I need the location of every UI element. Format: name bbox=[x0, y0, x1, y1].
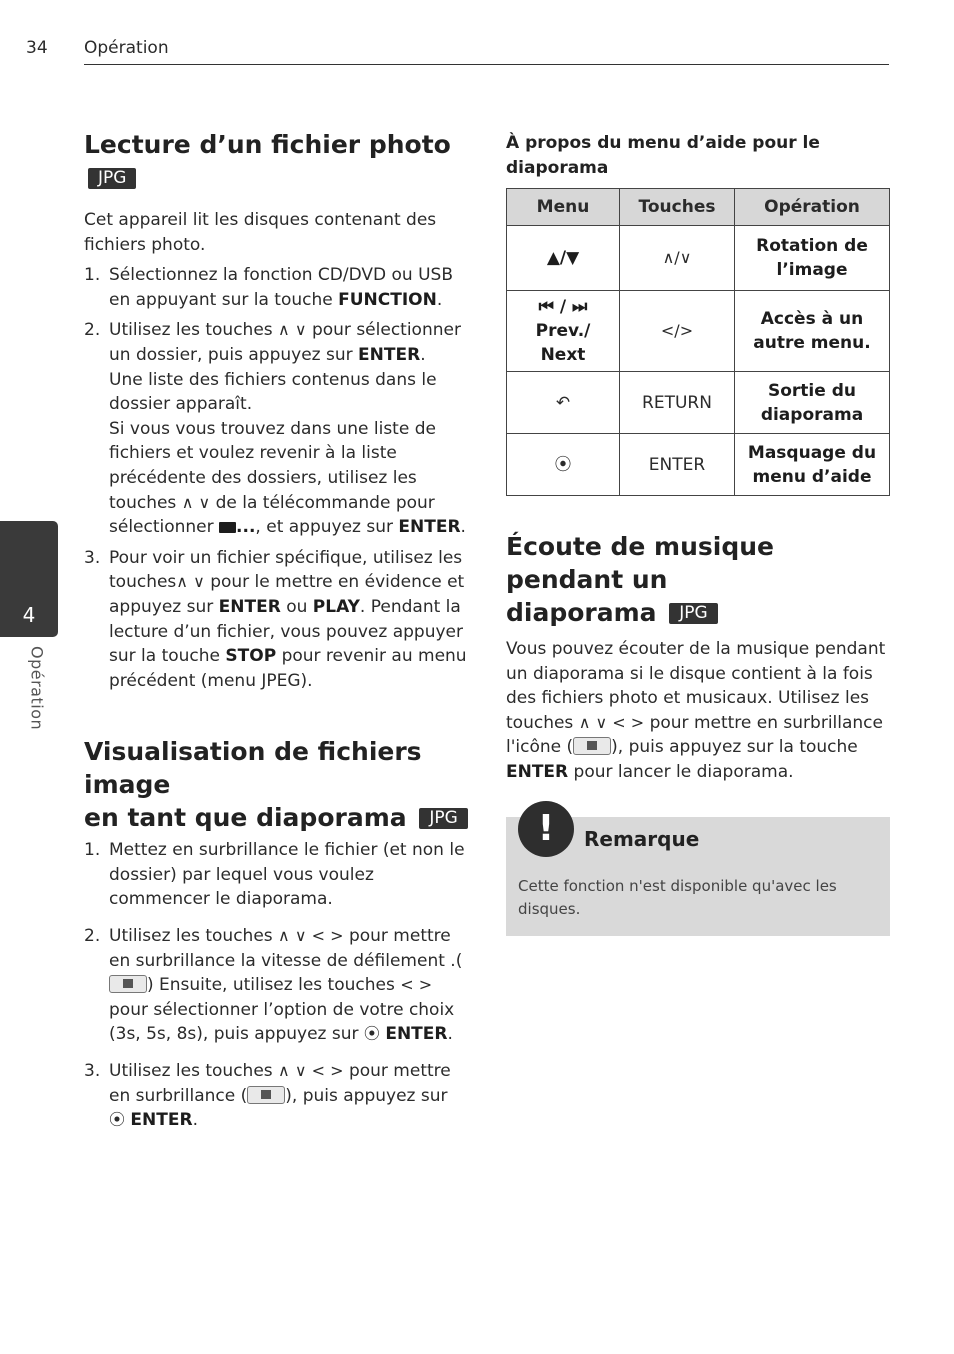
up-down-keys: ∧ ∨ bbox=[278, 320, 307, 340]
slide-speed-icon bbox=[109, 975, 147, 993]
section-intro: Cet appareil lit les disques contenant des fichiers photo. bbox=[84, 210, 437, 255]
up-down-arrows-icon: ▲/▼ bbox=[546, 248, 580, 268]
chapter-label: Opération bbox=[27, 646, 47, 731]
section-heading-photo: Lecture d’un fichier photo JPG bbox=[84, 130, 451, 188]
music-paragraph: Vous pouvez écouter de la musique pendant un diaporama si le disque contient à la fois des fichiers photo et musicaux. Utilisez les touches ∧ ∨ < > pour mettre en surbrillance l'icône ( ), puis appuyez sur la touche ENTER pour lancer le diaporama. bbox=[506, 639, 886, 782]
header-section-title: Opération bbox=[84, 38, 169, 58]
table-row: ↶ RETURN Sortie du diaporama bbox=[507, 372, 890, 434]
jpg-tag: JPG bbox=[419, 808, 467, 829]
help-menu-table bbox=[506, 188, 890, 496]
list-item: 2. Utilisez les touches ∧ ∨ pour sélectionner un dossier, puis appuyez sur ENTER. Une liste des fichiers contenus dans le dossier apparaît. Si vous vous trouvez dans une liste de fichiers et voulez revenir à la liste précédente des dossiers, utilisez les touches ∧ ∨ de la télécommande pour sélectionner ..., et appuyez sur ENTER. bbox=[84, 320, 466, 538]
enter-icon: ⦿ bbox=[109, 1110, 126, 1130]
page-number: 34 bbox=[26, 38, 48, 58]
jpg-tag: JPG bbox=[669, 603, 717, 624]
chapter-number: 4 bbox=[22, 603, 36, 627]
list-item: 3. Pour voir un fichier spécifique, utilisez les touches∧ ∨ pour le mettre en évidence et appuyez sur ENTER ou PLAY. Pendant la lecture d’un fichier, vous pouvez appuyer sur la touche STOP pour revenir au menu précédent (menu JPEG). bbox=[84, 547, 467, 691]
chapter-tab bbox=[0, 521, 58, 637]
list-item: 1. Sélectionnez la fonction CD/DVD ou USB en appuyant sur la touche FUNCTION. bbox=[84, 265, 454, 310]
table-row: ⦿ ENTER Masquage du menu d’aide bbox=[507, 434, 890, 496]
slideshow-start-icon bbox=[247, 1086, 285, 1104]
enter-icon: ⦿ bbox=[554, 454, 572, 475]
header-rule bbox=[84, 64, 889, 65]
table-row: ▲/▼ ∧/∨ Rotation de l’image bbox=[507, 226, 890, 291]
column-header: Opération bbox=[735, 189, 890, 226]
jpg-tag: JPG bbox=[88, 168, 136, 189]
help-menu-title: À propos du menu d’aide pour le diaporama bbox=[506, 133, 820, 178]
section-heading-slideshow: Visualisation de fichiers image en tant que diaporama JPG bbox=[84, 735, 468, 834]
note-title: Remarque bbox=[584, 826, 700, 851]
right-column bbox=[506, 131, 890, 936]
list-item: 1. Mettez en surbrillance le fichier (et non le dossier) par lequel vous voulez commencer le diaporama. bbox=[84, 840, 465, 910]
slideshow-steps bbox=[84, 838, 468, 1133]
photo-steps bbox=[84, 263, 468, 693]
list-item: 3. Utilisez les touches ∧ ∨ < > pour mettre en surbrillance ( ), puis appuyez sur ⦿ ENTER. bbox=[84, 1061, 451, 1131]
column-header: Touches bbox=[620, 189, 735, 226]
prev-next-icon: ⏮ / ⏭ bbox=[538, 297, 588, 317]
section-heading-music: Écoute de musique pendant un diaporama JPG bbox=[506, 532, 774, 627]
note-box bbox=[506, 807, 890, 936]
enter-icon: ⦿ bbox=[363, 1024, 380, 1044]
note-text: Cette fonction n'est disponible qu'avec les disques. bbox=[518, 876, 837, 918]
exclamation-icon: ! bbox=[518, 801, 574, 857]
column-header: Menu bbox=[507, 189, 620, 226]
return-icon: ↶ bbox=[555, 392, 571, 413]
list-item: 2. Utilisez les touches ∧ ∨ < > pour mettre en surbrillance la vitesse de défilement .( ) Ensuite, utilisez les touches < > pour sélectionner l’option de votre choix (3s, 5s, 8s), puis appuyez sur ⦿ ENTER. bbox=[84, 926, 463, 1045]
folder-icon bbox=[219, 522, 236, 533]
table-row: ⏮ / ⏭ Prev./ Next </> Accès à un autre menu. bbox=[507, 291, 890, 372]
left-column bbox=[84, 128, 468, 1133]
music-slideshow-icon bbox=[573, 737, 611, 755]
